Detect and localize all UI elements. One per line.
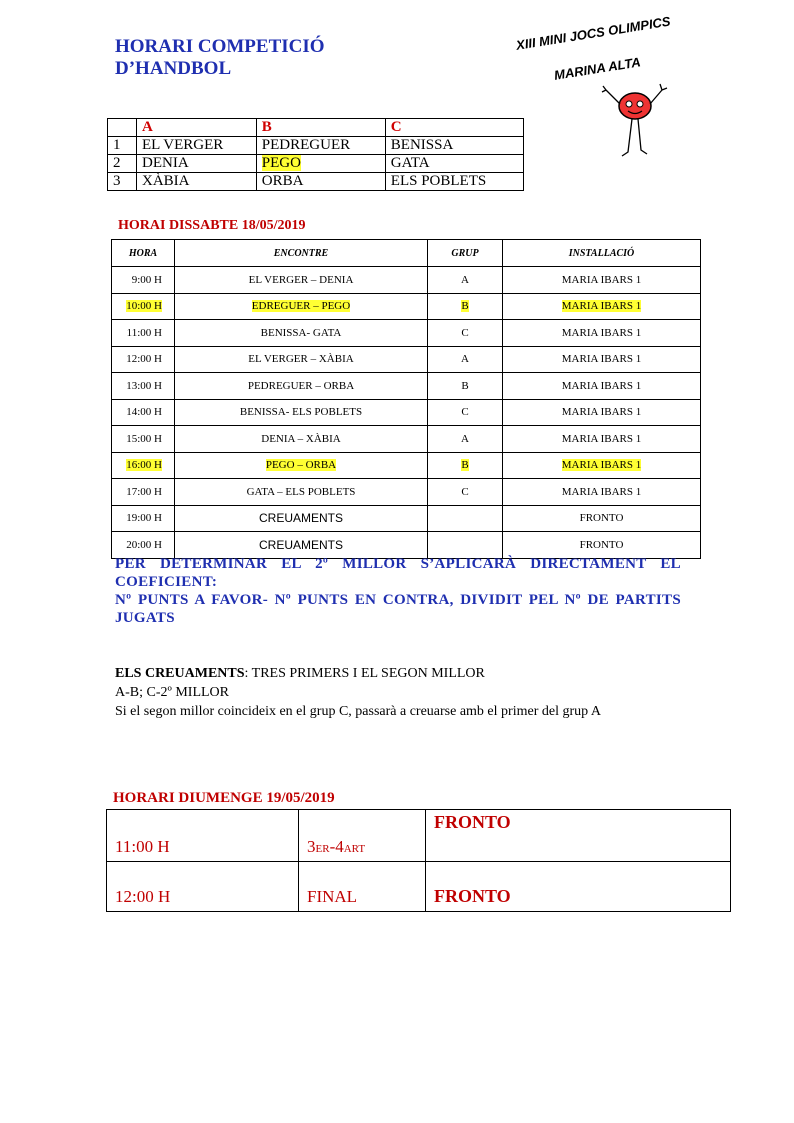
highlighted-team: PEGO	[261, 155, 301, 171]
sunday-partit	[299, 810, 426, 862]
crossover-line-1	[115, 664, 601, 683]
crossover-line-2: A-B; C-2º MILLOR	[115, 685, 230, 700]
encontre-cell: CREUAMENTS	[175, 532, 428, 559]
encontre-cell: GATA – ELS POBLETS	[175, 479, 428, 506]
encontre-header: ENCONTRE	[175, 240, 428, 267]
sunday-hora: 11:00 H	[107, 810, 299, 862]
grup-cell: A	[428, 426, 503, 453]
grup-cell: B	[428, 373, 503, 400]
schedule-header-row	[112, 240, 701, 267]
saturday-title: HORAI DISSABTE 18/05/2019	[118, 218, 306, 233]
sunday-schedule-table	[106, 809, 731, 912]
installacio-cell: MARIA IBARS 1	[503, 426, 701, 453]
partit-suffix: ER	[315, 843, 330, 855]
hora-cell: 11:00 H	[112, 320, 175, 347]
schedule-row	[112, 505, 701, 532]
groups-row	[108, 155, 524, 173]
event-logo	[505, 13, 705, 158]
group-c-header: C	[385, 119, 523, 137]
tiebreak-note	[115, 555, 681, 627]
title-line-1: HORARI COMPETICIÓ	[115, 36, 325, 57]
installacio-cell	[503, 452, 701, 479]
highlighted-installacio: MARIA IBARS 1	[561, 459, 642, 472]
sunday-row	[107, 862, 731, 912]
groups-row-number: 2	[108, 155, 137, 173]
highlighted-encontre: PEGO – ORBA	[265, 459, 337, 472]
note-line-1: PER DETERMINAR EL 2º MILLOR S’APLICARÀ DIRECTAMENT EL	[115, 556, 681, 572]
groups-row-number: 3	[108, 173, 137, 191]
mascot-icon	[600, 80, 670, 160]
grup-cell: C	[428, 399, 503, 426]
schedule-row	[112, 320, 701, 347]
schedule-row	[112, 399, 701, 426]
sunday-hora: 12:00 H	[107, 862, 299, 912]
highlighted-hora: 16:00 H	[126, 459, 162, 472]
saturday-schedule-table	[111, 239, 701, 559]
groups-row	[108, 173, 524, 191]
schedule-row	[112, 426, 701, 453]
installacio-cell: FRONTO	[503, 532, 701, 559]
sunday-row	[107, 810, 731, 862]
group-b-team: PEDREGUER	[256, 137, 385, 155]
grup-cell	[428, 293, 503, 320]
logo-line-1: XIII MINI JOCS OLIMPICS	[515, 13, 672, 53]
installacio-cell: MARIA IBARS 1	[503, 373, 701, 400]
installacio-cell: MARIA IBARS 1	[503, 346, 701, 373]
highlighted-grup: B	[461, 300, 469, 313]
grup-cell: A	[428, 346, 503, 373]
encontre-cell	[175, 293, 428, 320]
hora-header: HORA	[112, 240, 175, 267]
hora-cell: 17:00 H	[112, 479, 175, 506]
encontre-cell: EL VERGER – DENIA	[175, 267, 428, 294]
groups-row	[108, 137, 524, 155]
group-a-team: EL VERGER	[137, 137, 257, 155]
sunday-title: HORARI DIUMENGE 19/05/2019	[113, 790, 335, 806]
note-line-2: COEFICIENT:	[115, 574, 218, 590]
grup-cell: C	[428, 320, 503, 347]
hora-cell: 12:00 H	[112, 346, 175, 373]
encontre-cell: BENISSA- GATA	[175, 320, 428, 347]
crossover-text: : TRES PRIMERS I EL SEGON MILLOR	[244, 666, 485, 681]
grup-cell	[428, 452, 503, 479]
hora-cell	[112, 293, 175, 320]
schedule-row	[112, 293, 701, 320]
highlighted-hora: 10:00 H	[126, 300, 162, 313]
highlighted-encontre: EDREGUER – PEGO	[251, 300, 351, 313]
crossover-info	[115, 664, 601, 721]
schedule-body	[112, 267, 701, 559]
partit-part: 3	[307, 837, 316, 856]
schedule-row	[112, 373, 701, 400]
hora-cell: 13:00 H	[112, 373, 175, 400]
encontre-cell: PEDREGUER – ORBA	[175, 373, 428, 400]
installacio-cell: MARIA IBARS 1	[503, 320, 701, 347]
installacio-cell: MARIA IBARS 1	[503, 479, 701, 506]
encontre-cell: DENIA – XÀBIA	[175, 426, 428, 453]
group-a-header: A	[137, 119, 257, 137]
schedule-row	[112, 346, 701, 373]
groups-header-empty	[108, 119, 137, 137]
highlighted-grup: B	[461, 459, 469, 472]
hora-cell: 9:00 H	[112, 267, 175, 294]
sunday-partit: FINAL	[299, 862, 426, 912]
hora-cell: 19:00 H	[112, 505, 175, 532]
encontre-cell: BENISSA- ELS POBLETS	[175, 399, 428, 426]
crossover-label: ELS CREUAMENTS	[115, 666, 245, 681]
encontre-cell	[175, 452, 428, 479]
grup-cell: A	[428, 267, 503, 294]
groups-row-number: 1	[108, 137, 137, 155]
page-title	[115, 36, 325, 80]
sunday-installacio: FRONTO	[426, 810, 731, 862]
note-line-3: Nº PUNTS A FAVOR- Nº PUNTS EN CONTRA, DIVIDIT PEL Nº DE PARTITS	[115, 592, 681, 608]
group-a-team: DENIA	[137, 155, 257, 173]
group-c-team: ELS POBLETS	[385, 173, 523, 191]
logo-line-2: MARINA ALTA	[553, 54, 642, 83]
group-a-team: XÀBIA	[137, 173, 257, 191]
group-c-team: BENISSA	[385, 137, 523, 155]
hora-cell: 20:00 H	[112, 532, 175, 559]
group-b-team	[256, 155, 385, 173]
group-b-header: B	[256, 119, 385, 137]
partit-part: -4	[329, 837, 344, 856]
group-c-team: GATA	[385, 155, 523, 173]
schedule-row	[112, 267, 701, 294]
encontre-cell: EL VERGER – XÀBIA	[175, 346, 428, 373]
grup-cell: C	[428, 479, 503, 506]
groups-table	[107, 118, 524, 191]
note-line-4: JUGATS	[115, 610, 175, 626]
title-line-2: D’HANDBOL	[115, 58, 232, 79]
groups-header-row	[108, 119, 524, 137]
grup-header: GRUP	[428, 240, 503, 267]
hora-cell	[112, 452, 175, 479]
partit-suffix: ART	[343, 843, 366, 855]
installacio-cell	[503, 293, 701, 320]
sunday-installacio: FRONTO	[426, 862, 731, 912]
crossover-line-3: Si el segon millor coincideix en el grup C, passarà a creuarse amb el primer del grup A	[115, 704, 601, 719]
schedule-row	[112, 479, 701, 506]
installacio-cell: MARIA IBARS 1	[503, 399, 701, 426]
grup-cell	[428, 505, 503, 532]
installacio-header: INSTALLACIÓ	[503, 240, 701, 267]
group-b-team: ORBA	[256, 173, 385, 191]
hora-cell: 14:00 H	[112, 399, 175, 426]
encontre-cell: CREUAMENTS	[175, 505, 428, 532]
highlighted-installacio: MARIA IBARS 1	[561, 300, 642, 313]
installacio-cell: MARIA IBARS 1	[503, 267, 701, 294]
schedule-row	[112, 452, 701, 479]
installacio-cell: FRONTO	[503, 505, 701, 532]
hora-cell: 15:00 H	[112, 426, 175, 453]
